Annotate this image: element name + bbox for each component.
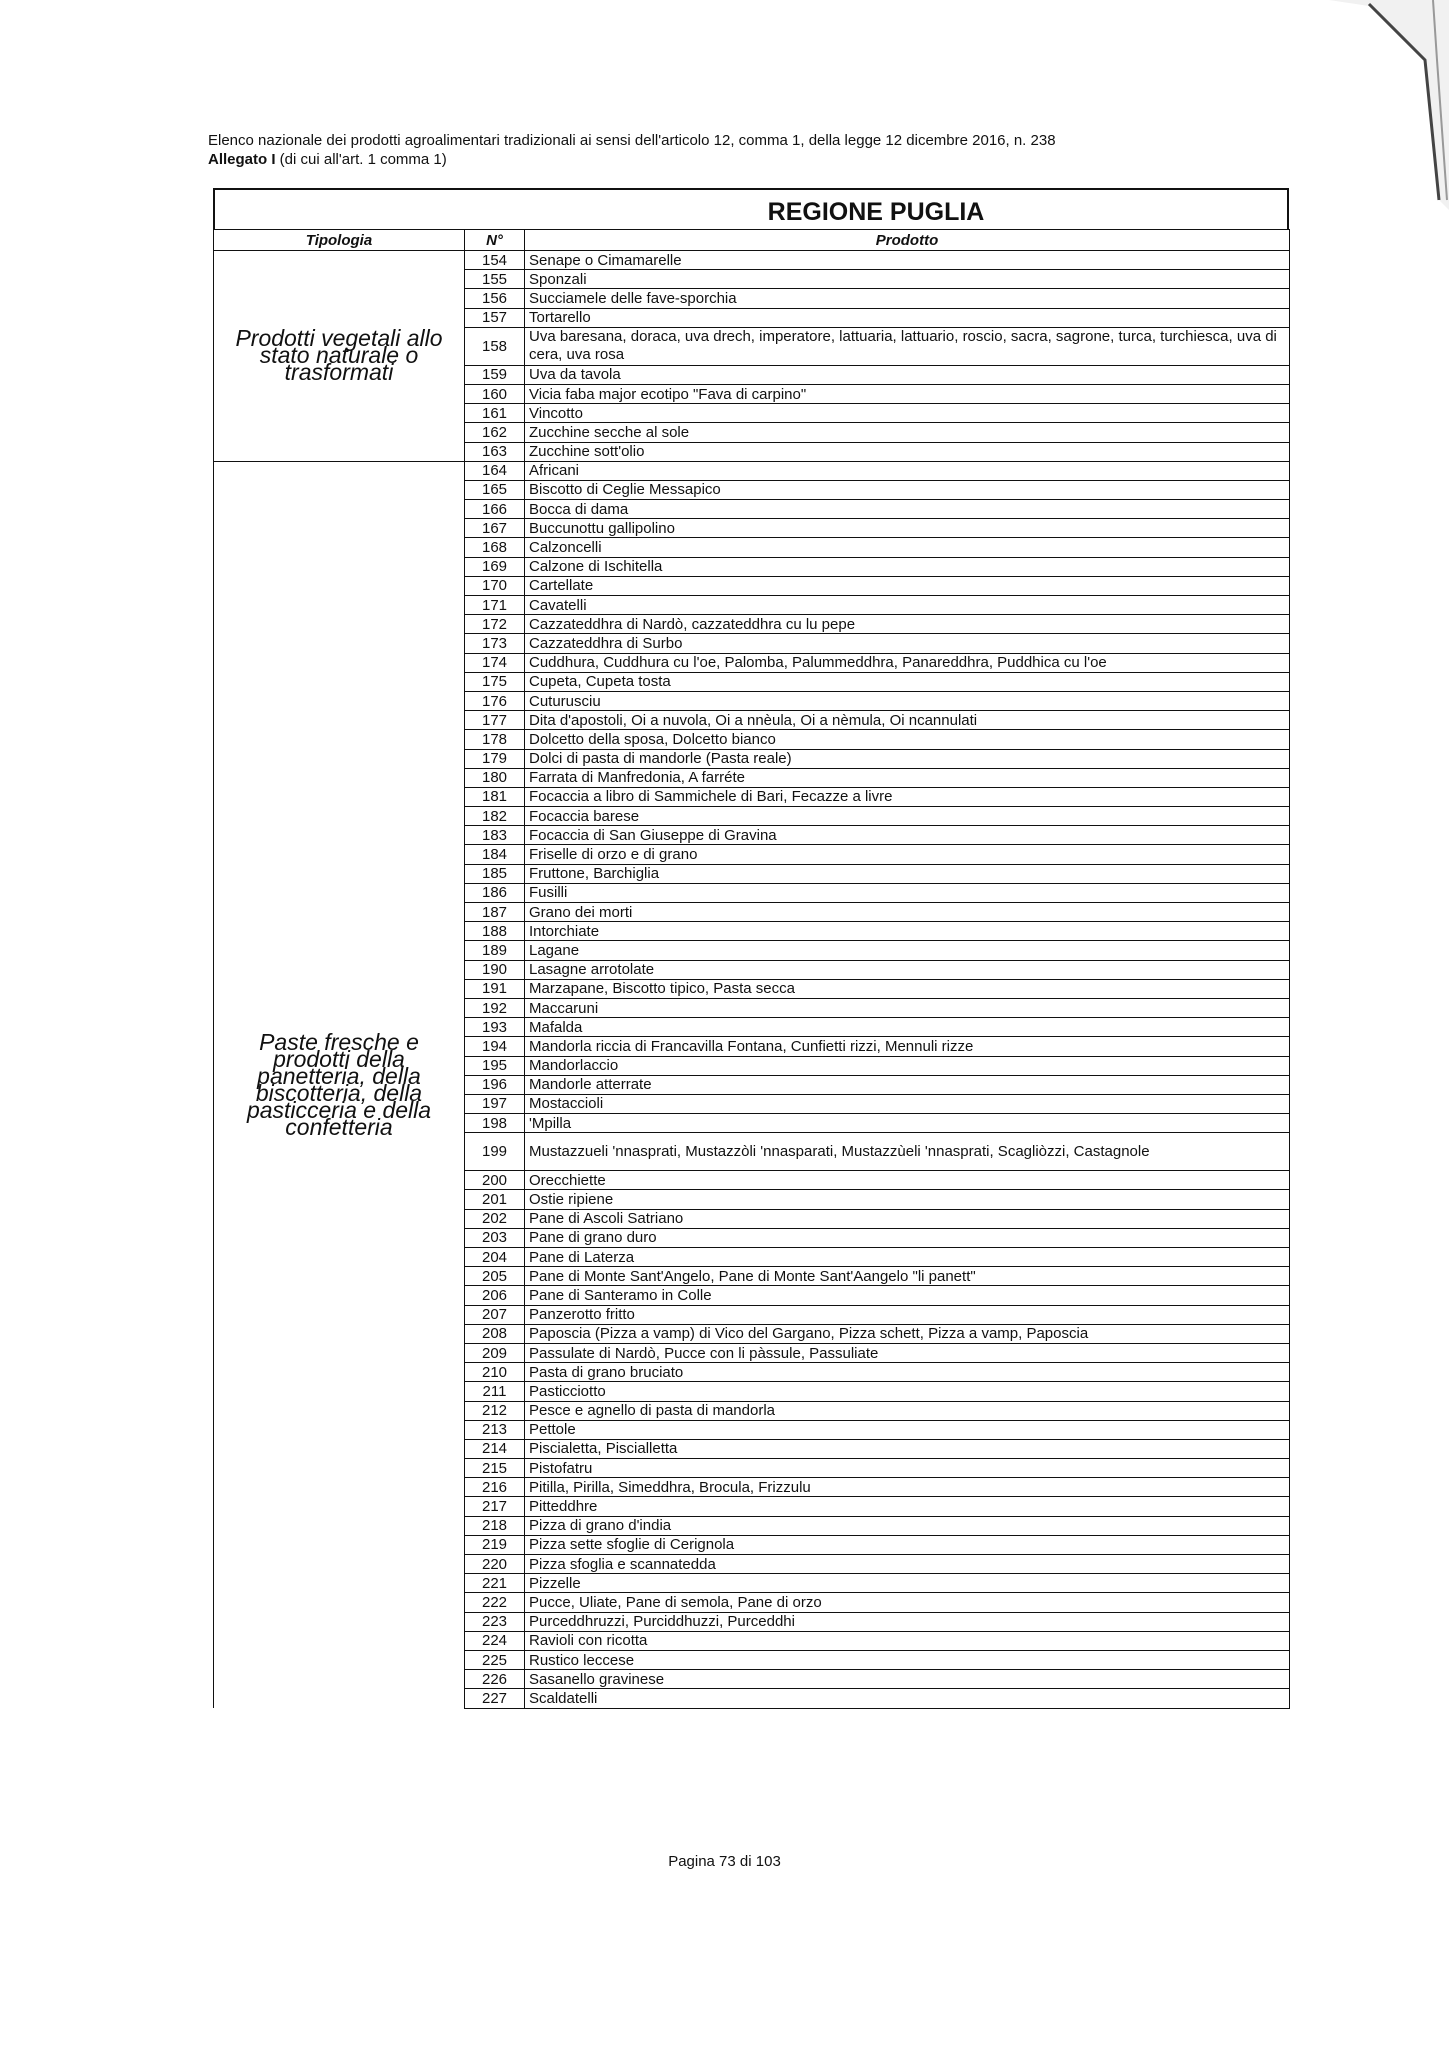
product-name: Vincotto [525,404,1290,423]
product-number: 200 [465,1171,525,1190]
product-name: Pane di grano duro [525,1228,1290,1247]
product-name: Pizza sfoglia e scannatedda [525,1555,1290,1574]
product-name: Pane di Laterza [525,1248,1290,1267]
product-number: 177 [465,711,525,730]
product-number: 170 [465,576,525,595]
product-number: 164 [465,461,525,480]
region-title: REGIONE PUGLIA [213,188,1289,229]
product-name: Sasanello gravinese [525,1670,1290,1689]
product-number: 227 [465,1689,525,1708]
product-number: 184 [465,845,525,864]
product-name: Pane di Monte Sant'Angelo, Pane di Monte Sant'Aangelo "li panett" [525,1267,1290,1286]
product-number: 217 [465,1497,525,1516]
product-name: Scaldatelli [525,1689,1290,1708]
product-name: Dolci di pasta di mandorle (Pasta reale) [525,749,1290,768]
product-number: 225 [465,1650,525,1669]
tipologia-cell: Paste fresche e prodotti della panetteria, della biscotteria, della pasticceria e della confetteria [214,461,465,1708]
product-name: Orecchiette [525,1171,1290,1190]
product-number: 175 [465,672,525,691]
product-number: 215 [465,1459,525,1478]
product-number: 199 [465,1133,525,1171]
product-number: 212 [465,1401,525,1420]
header-title: Elenco nazionale dei prodotti agroalimentari tradizionali ai sensi dell'articolo 12, comma 1, della legge 12 dicembre 2016, n. 238 [208,132,1056,149]
product-number: 188 [465,922,525,941]
product-name: Buccunottu gallipolino [525,519,1290,538]
table-row [214,461,1290,480]
product-name: Pizzelle [525,1574,1290,1593]
table-row [214,251,1290,270]
document-header [208,131,1056,169]
product-number: 169 [465,557,525,576]
product-name: Pizza sette sfoglie di Cerignola [525,1535,1290,1554]
product-number: 168 [465,538,525,557]
product-name: Lagane [525,941,1290,960]
product-name: Cupeta, Cupeta tosta [525,672,1290,691]
product-name: Senape o Cimamarelle [525,251,1290,270]
product-name: Paposcia (Pizza a vamp) di Vico del Gargano, Pizza schett, Pizza a vamp, Paposcia [525,1324,1290,1343]
product-name: Mandorlaccio [525,1056,1290,1075]
product-name: Zucchine sott'olio [525,442,1290,461]
product-number: 218 [465,1516,525,1535]
product-name: Calzoncelli [525,538,1290,557]
product-name: Cartellate [525,576,1290,595]
product-number: 186 [465,883,525,902]
product-name: Focaccia barese [525,807,1290,826]
product-number: 214 [465,1439,525,1458]
product-name: Ravioli con ricotta [525,1631,1290,1650]
product-name: Pane di Ascoli Satriano [525,1209,1290,1228]
product-number: 174 [465,653,525,672]
product-name: Cazzateddhra di Surbo [525,634,1290,653]
product-number: 210 [465,1363,525,1382]
product-name: Calzone di Ischitella [525,557,1290,576]
product-name: Cazzateddhra di Nardò, cazzateddhra cu lu pepe [525,615,1290,634]
product-number: 191 [465,979,525,998]
product-number: 224 [465,1631,525,1650]
header-annex: Allegato I [208,151,276,168]
product-name: Cuturusciu [525,691,1290,710]
product-number: 155 [465,270,525,289]
product-number: 160 [465,384,525,403]
product-number: 165 [465,480,525,499]
column-header-prodotto: Prodotto [525,230,1290,251]
product-name: Lasagne arrotolate [525,960,1290,979]
product-name: Dita d'apostoli, Oi a nuvola, Oi a nnèula, Oi a nèmula, Oi ncannulati [525,711,1290,730]
product-name: Maccaruni [525,998,1290,1017]
products-table-body [214,251,1290,1709]
page-number: Pagina 73 di 103 [668,1853,781,1870]
product-name: Cavatelli [525,596,1290,615]
product-number: 189 [465,941,525,960]
product-number: 194 [465,1037,525,1056]
product-name: Pizza di grano d'india [525,1516,1290,1535]
header-subtitle [208,150,1056,169]
product-name: Pesce e agnello di pasta di mandorla [525,1401,1290,1420]
product-name: Tortarello [525,308,1290,327]
product-name: Pitilla, Pirilla, Simeddhra, Brocula, Frizzulu [525,1478,1290,1497]
product-number: 163 [465,442,525,461]
product-number: 173 [465,634,525,653]
product-name: 'Mpilla [525,1114,1290,1133]
product-number: 219 [465,1535,525,1554]
product-number: 181 [465,787,525,806]
product-number: 198 [465,1114,525,1133]
product-number: 216 [465,1478,525,1497]
product-number: 211 [465,1382,525,1401]
product-number: 180 [465,768,525,787]
product-name: Pettole [525,1420,1290,1439]
product-number: 158 [465,327,525,365]
product-name: Panzerotto fritto [525,1305,1290,1324]
product-number: 156 [465,289,525,308]
product-name: Mustazzueli 'nnasprati, Mustazzòli 'nnasparati, Mustazzùeli 'nnasprati, Scagliòzzi, Castagnole [525,1133,1290,1171]
product-number: 167 [465,519,525,538]
product-number: 178 [465,730,525,749]
product-name: Africani [525,461,1290,480]
product-name: Rustico leccese [525,1650,1290,1669]
product-number: 166 [465,500,525,519]
product-number: 183 [465,826,525,845]
product-number: 154 [465,251,525,270]
product-name: Mafalda [525,1018,1290,1037]
header-annex-note: (di cui all'art. 1 comma 1) [275,151,447,168]
products-table [213,229,1290,1709]
product-number: 209 [465,1343,525,1362]
product-name: Pane di Santeramo in Colle [525,1286,1290,1305]
product-number: 226 [465,1670,525,1689]
product-number: 223 [465,1612,525,1631]
product-name: Focaccia a libro di Sammichele di Bari, Fecazze a livre [525,787,1290,806]
product-number: 182 [465,807,525,826]
product-number: 161 [465,404,525,423]
product-name: Dolcetto della sposa, Dolcetto bianco [525,730,1290,749]
product-number: 205 [465,1267,525,1286]
product-name: Bocca di dama [525,500,1290,519]
product-name: Piscialetta, Piscialletta [525,1439,1290,1458]
product-name: Fruttone, Barchiglia [525,864,1290,883]
product-name: Purceddhruzzi, Purciddhuzzi, Purceddhi [525,1612,1290,1631]
product-number: 222 [465,1593,525,1612]
product-number: 197 [465,1094,525,1113]
product-number: 185 [465,864,525,883]
product-name: Mandorle atterrate [525,1075,1290,1094]
product-name: Zucchine secche al sole [525,423,1290,442]
product-number: 157 [465,308,525,327]
product-name: Pucce, Uliate, Pane di semola, Pane di orzo [525,1593,1290,1612]
product-number: 179 [465,749,525,768]
product-name: Cuddhura, Cuddhura cu l'oe, Palomba, Palummeddhra, Panareddhra, Puddhica cu l'oe [525,653,1290,672]
product-name: Vicia faba major ecotipo "Fava di carpino" [525,384,1290,403]
product-number: 207 [465,1305,525,1324]
product-name: Pasta di grano bruciato [525,1363,1290,1382]
product-name: Passulate di Nardò, Pucce con li pàssule, Passuliate [525,1343,1290,1362]
product-number: 196 [465,1075,525,1094]
product-name: Uva baresana, doraca, uva drech, imperatore, lattuaria, lattuario, roscio, sacra, sagrone, turca, turchiesca, uva di cera, uva rosa [525,327,1290,365]
product-number: 213 [465,1420,525,1439]
product-name: Mandorla riccia di Francavilla Fontana, Cunfietti rizzi, Mennuli rizze [525,1037,1290,1056]
product-name: Ostie ripiene [525,1190,1290,1209]
product-number: 208 [465,1324,525,1343]
product-number: 201 [465,1190,525,1209]
product-name: Marzapane, Biscotto tipico, Pasta secca [525,979,1290,998]
product-name: Grano dei morti [525,903,1290,922]
product-number: 159 [465,365,525,384]
table-header-row [214,230,1290,251]
product-name: Mostaccioli [525,1094,1290,1113]
product-name: Uva da tavola [525,365,1290,384]
page-corner-shadow [1329,0,1449,210]
product-number: 195 [465,1056,525,1075]
product-name: Sponzali [525,270,1290,289]
product-name: Succiamele delle fave-sporchia [525,289,1290,308]
product-number: 204 [465,1248,525,1267]
column-header-numero: N° [465,230,525,251]
product-number: 192 [465,998,525,1017]
product-number: 220 [465,1555,525,1574]
product-number: 221 [465,1574,525,1593]
product-name: Fusilli [525,883,1290,902]
product-number: 190 [465,960,525,979]
product-name: Focaccia di San Giuseppe di Gravina [525,826,1290,845]
product-name: Pitteddhre [525,1497,1290,1516]
product-name: Friselle di orzo e di grano [525,845,1290,864]
product-number: 162 [465,423,525,442]
product-name: Farrata di Manfredonia, A farréte [525,768,1290,787]
product-name: Intorchiate [525,922,1290,941]
product-name: Pistofatru [525,1459,1290,1478]
product-number: 176 [465,691,525,710]
product-number: 171 [465,596,525,615]
product-name: Biscotto di Ceglie Messapico [525,480,1290,499]
column-header-tipologia: Tipologia [214,230,465,251]
tipologia-cell: Prodotti vegetali allo stato naturale o trasformati [214,251,465,462]
product-name: Pasticciotto [525,1382,1290,1401]
product-number: 187 [465,903,525,922]
product-number: 206 [465,1286,525,1305]
product-number: 193 [465,1018,525,1037]
product-number: 172 [465,615,525,634]
product-number: 202 [465,1209,525,1228]
product-number: 203 [465,1228,525,1247]
